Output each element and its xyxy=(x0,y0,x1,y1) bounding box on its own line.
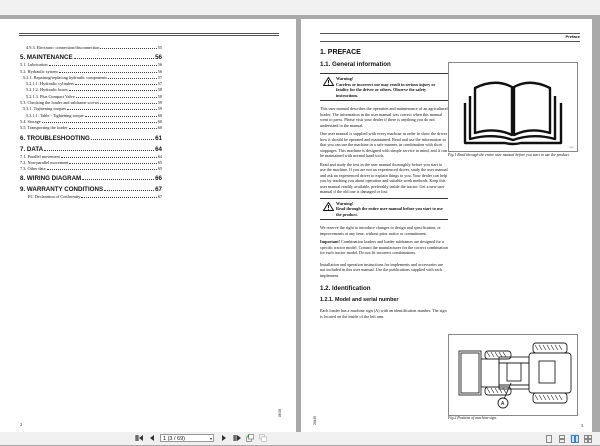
toc-leader-dots xyxy=(100,100,156,104)
facing-pages-view-button[interactable] xyxy=(570,434,578,442)
go-forward-view-button[interactable] xyxy=(259,434,267,443)
toc-entry-page: 58 xyxy=(157,93,162,99)
heading-model-serial: 1.2.1. Model and serial number xyxy=(320,296,399,303)
paragraph xyxy=(320,239,448,256)
next-page-button[interactable] xyxy=(220,434,228,443)
toc-entry-page: 59 xyxy=(157,106,162,112)
toc-entry[interactable] xyxy=(20,125,162,131)
important-text: Combination loaders and loader subframes are designed for a specific tractor model. Contact the manufacturer for the correct combination for each tractor model. Do not fit incorrect combinations. xyxy=(320,239,448,255)
toc-entry[interactable] xyxy=(20,45,162,51)
toc-entry-page: 60 xyxy=(157,112,162,118)
toc-entry-label: 8. WIRING DIAGRAM xyxy=(20,175,82,183)
figure-code: 20435 xyxy=(569,147,574,149)
continuous-view-button[interactable] xyxy=(557,434,565,442)
heading-identification: 1.2. Identification xyxy=(320,285,371,292)
paragraph: Each loader has a machine sign (A) with an identification number. The sign is located on the inside of the left arm. xyxy=(320,308,447,319)
toc-entry-page: 61 xyxy=(155,134,162,142)
toc-entry-label: EC Declaration of Conformity xyxy=(28,194,81,200)
toc-leader-dots xyxy=(100,45,156,49)
header-rule xyxy=(320,41,580,42)
navigation-toolbar xyxy=(0,432,600,445)
toc-leader-dots xyxy=(69,160,156,164)
last-page-icon xyxy=(233,438,241,444)
previous-page-button[interactable] xyxy=(148,434,156,443)
page-right xyxy=(301,19,592,432)
header-rule xyxy=(19,33,279,34)
toc-entry-page: 58 xyxy=(157,87,162,93)
toc-entry-page: 65 xyxy=(157,166,162,172)
warning-box xyxy=(320,73,448,101)
page-number-input[interactable] xyxy=(160,434,214,442)
previous-page-icon xyxy=(148,438,156,444)
toc-entry-page: 56 xyxy=(157,62,162,68)
toc-entry-page: 65 xyxy=(157,159,162,165)
heading-preface: 1. PREFACE xyxy=(320,49,361,56)
toc-entry-label: 5.3.1. Tightening torques xyxy=(23,106,67,112)
dropdown-icon[interactable]: ▾ xyxy=(209,436,212,441)
loader-topview-diagram xyxy=(449,335,577,415)
first-page-button[interactable] xyxy=(135,434,143,443)
paragraph: Read and study the text in the user manual thoroughly before you start to use the machine. If you are not an experienced driver, study the user manual and ask an experienced driver to explain things to you. Your dealer can help you by teaching you about operation and suitable work methods. Keep this user manual readily available, preferably inside the tractor. Get a new user manual if the old one is damaged or lost. xyxy=(320,161,448,194)
header-rule xyxy=(19,35,279,36)
toc-entry-page: 57 xyxy=(157,74,162,80)
paragraph: We reserve the right to introduce changes to design and specification, or improvements at any time, without prior notice or commitment. xyxy=(320,225,441,236)
toc-entry-label: 5.2.1. Repairing/replacing hydraulic components xyxy=(23,74,108,80)
toc-leader-dots xyxy=(81,194,156,198)
toc-leader-dots xyxy=(59,69,157,73)
toc-entry-page: 56 xyxy=(157,68,162,74)
toc-leader-dots xyxy=(108,75,157,79)
toc-entry-label: 6. TROUBLESHOOTING xyxy=(20,134,90,142)
next-page-icon xyxy=(220,438,228,444)
running-head: Preface xyxy=(565,34,580,39)
toc-leader-dots xyxy=(82,176,154,180)
toc-leader-dots xyxy=(69,87,157,91)
toc-leader-dots xyxy=(67,106,157,110)
toc-entry-page: 64 xyxy=(157,153,162,159)
toc-entry[interactable] xyxy=(20,166,162,172)
callout-a: A xyxy=(501,401,505,407)
document-viewer[interactable] xyxy=(0,15,600,432)
toc-entry-page: 67 xyxy=(155,186,162,194)
top-toolbar xyxy=(0,0,600,15)
first-page-icon xyxy=(135,438,143,444)
page-number: 2 xyxy=(20,422,23,427)
figure-book xyxy=(448,62,578,152)
toc-entry-label: 5.2.1.2. Hydraulic hoses xyxy=(26,87,68,93)
toc-leader-dots xyxy=(42,119,157,123)
toc-entry-label: 7.2. Non-parallel movement xyxy=(20,159,69,165)
toc-entry-label: 5.1. Lubrication xyxy=(20,62,48,68)
toc-entry-label: 5.3. Checking the loader and subframe screws xyxy=(20,100,100,106)
warning-text: Read through the entire user manual before you start to use the product. xyxy=(336,206,443,217)
toc-entry[interactable] xyxy=(20,174,162,183)
toc-leader-dots xyxy=(74,55,155,59)
header-rule xyxy=(320,33,580,34)
warning-box xyxy=(320,198,448,221)
toc-leader-dots xyxy=(75,81,157,85)
open-book-icon xyxy=(449,63,577,151)
figure-caption: Fig.2 Position of machine sign. xyxy=(448,416,497,420)
warning-triangle-icon xyxy=(320,76,336,98)
toc-entry-label: 7.3. Other data xyxy=(20,166,46,172)
toc-entry-label: 5.5. Transporting the loader xyxy=(20,125,68,131)
toc-leader-dots xyxy=(69,125,157,129)
page-number-value: 1 (3 / 69) xyxy=(163,436,186,442)
toc-entry-page: 67 xyxy=(157,194,162,200)
toc-leader-dots xyxy=(44,147,154,151)
main-text-column xyxy=(320,45,448,322)
back-view-icon xyxy=(246,438,254,444)
toc-entry-label: 5.2.1.1. Hydraulic cylinders xyxy=(26,81,74,87)
toc-entry-label: 5. MAINTENANCE xyxy=(20,54,73,62)
warning-title: Warning! xyxy=(336,76,354,81)
forward-view-icon xyxy=(259,438,267,444)
important-label: Important! xyxy=(320,239,341,244)
warning-title: Warning! xyxy=(336,200,354,206)
toc-entry[interactable] xyxy=(20,134,162,143)
last-page-button[interactable] xyxy=(233,434,241,443)
toc-leader-dots xyxy=(91,136,154,140)
figure-machine-sign xyxy=(448,334,578,416)
table-of-contents xyxy=(20,45,162,201)
toc-entry-label: 5.4. Storage xyxy=(20,118,41,124)
toc-leader-dots xyxy=(76,94,157,98)
toc-entry-label: 5.2. Hydraulic system xyxy=(20,68,58,74)
toc-leader-dots xyxy=(47,166,157,170)
toc-entry[interactable] xyxy=(20,53,162,62)
toc-entry-page: 60 xyxy=(157,125,162,131)
paragraph: Installation and operation instructions for implements and accessories are not included in this user manual. Use the publications supplied with each implement. xyxy=(320,261,444,278)
paragraph: One user manual is supplied with every machine in order to show the driver how it should be operated and maintained. Read and use the information so that you can use the machine in a safe manner, in combination with short stoppages. This machine is designed with simple service in mind, and it can be maintained with normal hand tools. xyxy=(320,131,448,158)
toc-entry-label: 7. DATA xyxy=(20,145,44,153)
toc-entry-page: 55 xyxy=(157,45,162,50)
toc-entry-page: 66 xyxy=(155,175,162,183)
page-left xyxy=(0,19,296,432)
heading-general-information: 1.1. General information xyxy=(320,60,391,68)
toc-entry[interactable] xyxy=(20,145,162,154)
toc-leader-dots xyxy=(104,187,154,191)
single-page-view-button[interactable] xyxy=(544,434,552,442)
toc-leader-dots xyxy=(85,113,157,117)
toc-entry[interactable] xyxy=(20,185,162,194)
toc-entry-label: 9. WARRANTY CONDITIONS xyxy=(20,186,104,194)
toc-entry-page: 59 xyxy=(157,100,162,106)
warning-text: Careless or incorrect use may result in serious injury or fatality for the driver or others. Observe the safety instructions. xyxy=(336,81,436,98)
side-code: 20435 xyxy=(313,416,317,425)
toc-entry-label: 7.1. Parallel movement xyxy=(20,153,60,159)
side-code: 08 08 xyxy=(278,409,282,417)
continuous-facing-view-button[interactable] xyxy=(583,434,591,442)
toc-entry-page: 57 xyxy=(157,81,162,87)
toc-leader-dots xyxy=(61,154,157,158)
go-back-view-button[interactable] xyxy=(246,434,254,443)
toc-leader-dots xyxy=(49,62,157,66)
figure-caption: Fig.1 Read through the entire user manual before you start to use the product. xyxy=(448,153,570,157)
paragraph: This user manual describes the operation and maintenance of an agricultural loader. The information in the user manual was correct when this manual went to press. Please visit your dealer if there is anything you do not understand in the manual. xyxy=(320,106,448,128)
toc-entry-label: 5.2.1.3. Plus Compact Valve xyxy=(26,93,75,99)
toc-entry-label: 5.3.1.1. Table - Tightening torque xyxy=(26,112,84,118)
toc-entry-page: 64 xyxy=(155,145,162,153)
warning-triangle-icon xyxy=(320,201,336,218)
toc-entry-label: 4.9.3. Electronic connection/disconnection xyxy=(26,45,100,50)
toc-entry[interactable] xyxy=(20,194,162,200)
toc-entry-page: 56 xyxy=(155,54,162,62)
toc-entry-page: 60 xyxy=(157,118,162,124)
page-number: 3 xyxy=(581,423,584,428)
